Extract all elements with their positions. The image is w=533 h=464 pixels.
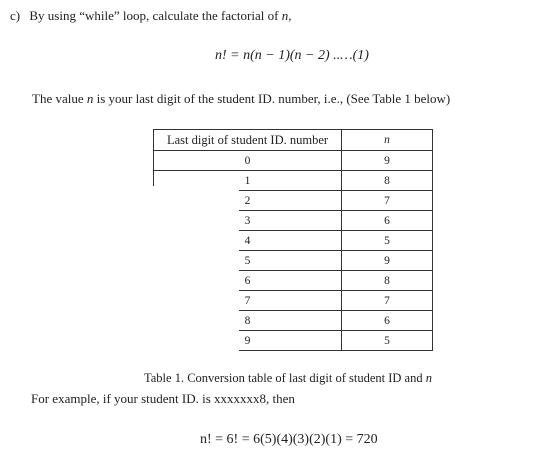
digit-cell: 8 [154, 311, 342, 331]
digit-cell: 0 [154, 151, 342, 171]
question-text [10, 8, 291, 24]
digit-cell: 1 [154, 171, 342, 191]
question-body: By using “while” loop, calculate the factorial of [29, 8, 282, 23]
n-cell: 8 [342, 171, 433, 191]
caption-variable: n [425, 371, 432, 385]
n-cell: 7 [342, 191, 433, 211]
value-text-before: The value [32, 91, 87, 106]
digit-cell: 7 [154, 291, 342, 311]
n-cell: 8 [342, 271, 433, 291]
example-formula: n! = 6! = 6(5)(4)(3)(2)(1) = 720 [200, 432, 378, 447]
n-cell: 7 [342, 291, 433, 311]
value-description [32, 91, 450, 107]
value-variable: n [86, 91, 94, 106]
factorial-formula: n! = n(n − 1)(n − 2) ..…(1) [215, 48, 369, 63]
digit-cell: 2 [154, 191, 342, 211]
table-header-row [154, 130, 433, 151]
table-row [154, 151, 433, 171]
n-cell: 6 [342, 311, 433, 331]
digit-cell: 5 [154, 251, 342, 271]
n-cell: 5 [342, 331, 433, 351]
redaction-block [146, 186, 239, 356]
value-text-after: is your last digit of the student ID. number, i.e., (See Table 1 below) [93, 91, 451, 106]
question-label: c) [10, 8, 21, 23]
caption-text: Table 1. Conversion table of last digit of student ID and [144, 371, 426, 385]
header-n: n [342, 130, 433, 151]
digit-cell: 3 [154, 211, 342, 231]
example-text: For example, if your student ID. is xxxxxxx8, then [31, 391, 295, 406]
header-last-digit: Last digit of student ID. number [154, 130, 342, 151]
digit-cell: 4 [154, 231, 342, 251]
n-cell: 9 [342, 251, 433, 271]
digit-cell: 9 [154, 331, 342, 351]
n-cell: 5 [342, 231, 433, 251]
conversion-table [153, 129, 433, 366]
n-cell: 6 [342, 211, 433, 231]
digit-cell: 6 [154, 271, 342, 291]
n-cell: 9 [342, 151, 433, 171]
question-variable: n [281, 8, 289, 23]
question-suffix: , [288, 8, 292, 23]
table-caption [144, 371, 432, 386]
